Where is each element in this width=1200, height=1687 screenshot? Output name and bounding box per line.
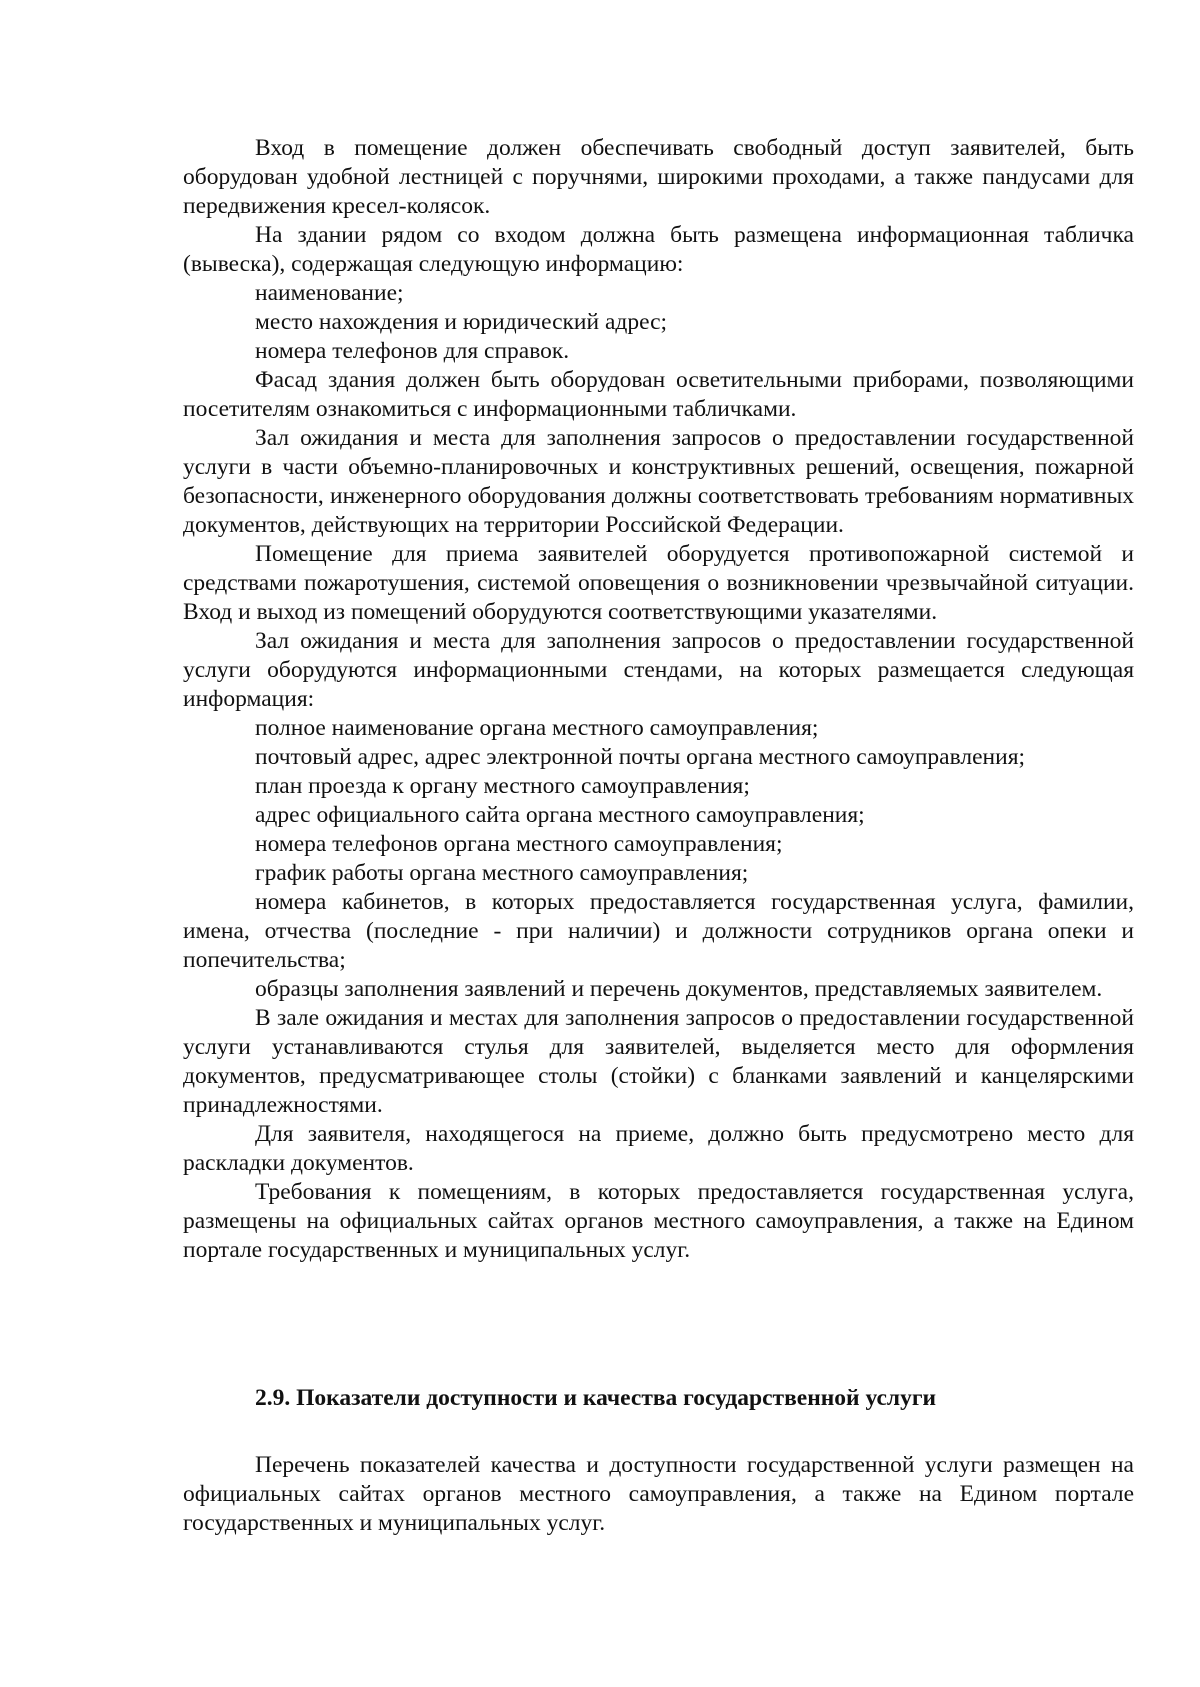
list-item: адрес официального сайта органа местного самоуправления; <box>255 802 865 828</box>
list-item: номера телефонов органа местного самоуправления; <box>255 831 783 857</box>
list-item: место нахождения и юридический адрес; <box>255 309 668 335</box>
paragraph: Помещение для приема заявителей оборудуется противопожарной системой и средствами пожаротушения, системой оповещения о возникновении чрезвычайной ситуации. Вход и выход из помещений оборудуются соответствующими указателями. <box>183 541 1134 625</box>
paragraph: Зал ожидания и места для заполнения запросов о предоставлении государственной услуги оборудуются информационными стендами, на которых размещается следующая информация: <box>183 628 1134 712</box>
list-item: план проезда к органу местного самоуправления; <box>255 773 750 799</box>
paragraph: образцы заполнения заявлений и перечень документов, представляемых заявителем. <box>255 976 1103 1002</box>
paragraph: Требования к помещениям, в которых предоставляется государственная услуга, размещены на официальных сайтах органов местного самоуправления, а также на Едином портале государственных и муниципальных услуг. <box>183 1179 1134 1263</box>
paragraph: На здании рядом со входом должна быть размещена информационная табличка (вывеска), содержащая следующую информацию: <box>183 222 1134 277</box>
paragraph: Зал ожидания и места для заполнения запросов о предоставлении государственной услуги в части объемно-планировочных и конструктивных решений, освещения, пожарной безопасности, инженерного оборудования должны соответствовать требованиям нормативных документов, действующих на территории Российской Федерации. <box>183 425 1134 538</box>
paragraph: номера кабинетов, в которых предоставляется государственная услуга, фамилии, имена, отчества (последние - при наличии) и должности сотрудников органа опеки и попечительства; <box>183 889 1134 973</box>
list-item: полное наименование органа местного самоуправления; <box>255 715 819 741</box>
paragraph: Вход в помещение должен обеспечивать свободный доступ заявителей, быть оборудован удобной лестницей с поручнями, широкими проходами, а также пандусами для передвижения кресел-колясок. <box>183 135 1134 219</box>
final-paragraph: Перечень показателей качества и доступности государственной услуги размещен на официальных сайтах органов местного самоуправления, а также на Едином портале государственных и муниципальных услуг. <box>183 1452 1134 1536</box>
document-body <box>183 134 1134 1265</box>
paragraph: Фасад здания должен быть оборудован осветительными приборами, позволяющими посетителям ознакомиться с информационными табличками. <box>183 367 1134 422</box>
list-item: почтовый адрес, адрес электронной почты органа местного самоуправления; <box>255 744 1026 770</box>
paragraph: В зале ожидания и местах для заполнения запросов о предоставлении государственной услуги устанавливаются стулья для заявителей, выделяется место для оформления документов, предусматривающее столы (стойки) с бланками заявлений и канцелярскими принадлежностями. <box>183 1005 1134 1118</box>
list-item: номера телефонов для справок. <box>255 338 570 364</box>
list-item: график работы органа местного самоуправления; <box>255 860 749 886</box>
section-heading: 2.9. Показатели доступности и качества государственной услуги <box>255 1385 937 1411</box>
paragraph: Для заявителя, находящегося на приеме, должно быть предусмотрено место для раскладки документов. <box>183 1121 1134 1176</box>
list-item: наименование; <box>255 280 404 306</box>
